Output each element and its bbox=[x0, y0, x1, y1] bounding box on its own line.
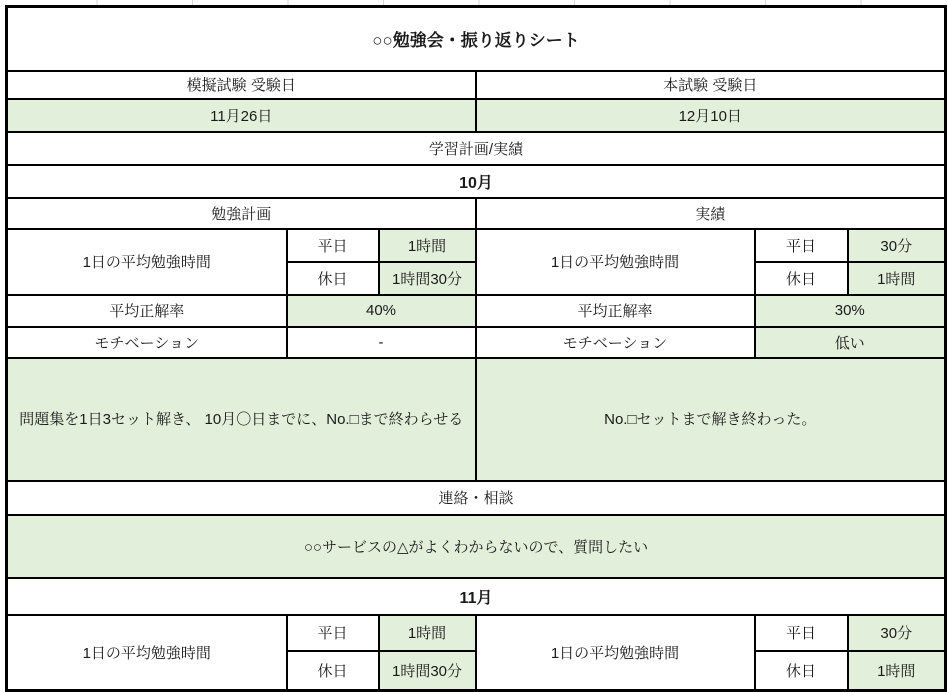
plan-actual-section-header-cell[interactable]: 学習計画/実績 bbox=[7, 132, 946, 165]
october-plan-column-header-cell[interactable]: 勉強計画 bbox=[7, 198, 476, 229]
october-plan-weekday-time-cell[interactable]: 1時間 bbox=[379, 229, 476, 262]
october-plan-accuracy-label-cell[interactable]: 平均正解率 bbox=[7, 295, 287, 327]
october-actual-holiday-label-cell[interactable]: 休日 bbox=[755, 262, 848, 295]
real-exam-date-label-cell[interactable]: 本試験 受験日 bbox=[476, 71, 946, 99]
october-plan-motivation-value-cell[interactable]: - bbox=[287, 327, 476, 358]
november-plan-weekday-label-cell[interactable]: 平日 bbox=[287, 615, 379, 651]
october-month-header-cell[interactable]: 10月 bbox=[7, 165, 946, 198]
real-exam-date-cell[interactable]: 12月10日 bbox=[476, 99, 946, 132]
october-actual-weekday-label-cell[interactable]: 平日 bbox=[755, 229, 848, 262]
october-plan-holiday-time-cell[interactable]: 1時間30分 bbox=[379, 262, 476, 295]
contact-note-cell[interactable]: ○○サービスの△がよくわからないので、質問したい bbox=[7, 515, 946, 578]
october-actual-note-cell[interactable]: No.□セットまで解き終わった。 bbox=[476, 358, 946, 481]
november-plan-weekday-time-cell[interactable]: 1時間 bbox=[379, 615, 476, 651]
october-actual-accuracy-label-cell[interactable]: 平均正解率 bbox=[476, 295, 755, 327]
november-plan-holiday-label-cell[interactable]: 休日 bbox=[287, 651, 379, 691]
november-actual-weekday-label-cell[interactable]: 平日 bbox=[755, 615, 848, 651]
november-plan-avg-study-time-label-cell[interactable]: 1日の平均勉強時間 bbox=[7, 615, 287, 691]
november-plan-holiday-time-cell[interactable]: 1時間30分 bbox=[379, 651, 476, 691]
november-month-header-cell[interactable]: 11月 bbox=[7, 578, 946, 615]
october-actual-avg-study-time-label-cell[interactable]: 1日の平均勉強時間 bbox=[476, 229, 755, 295]
november-actual-avg-study-time-label-cell[interactable]: 1日の平均勉強時間 bbox=[476, 615, 755, 691]
october-actual-weekday-time-cell[interactable]: 30分 bbox=[848, 229, 946, 262]
october-plan-motivation-label-cell[interactable]: モチベーション bbox=[7, 327, 287, 358]
october-actual-motivation-label-cell[interactable]: モチベーション bbox=[476, 327, 755, 358]
october-plan-holiday-label-cell[interactable]: 休日 bbox=[287, 262, 379, 295]
october-plan-accuracy-value-cell[interactable]: 40% bbox=[287, 295, 476, 327]
november-actual-holiday-label-cell[interactable]: 休日 bbox=[755, 651, 848, 691]
october-plan-avg-study-time-label-cell[interactable]: 1日の平均勉強時間 bbox=[7, 229, 287, 295]
october-actual-motivation-value-cell[interactable]: 低い bbox=[755, 327, 946, 358]
mock-exam-date-cell[interactable]: 11月26日 bbox=[7, 99, 476, 132]
october-plan-weekday-label-cell[interactable]: 平日 bbox=[287, 229, 379, 262]
november-actual-holiday-time-cell[interactable]: 1時間 bbox=[848, 651, 946, 691]
november-actual-weekday-time-cell[interactable]: 30分 bbox=[848, 615, 946, 651]
october-actual-accuracy-value-cell[interactable]: 30% bbox=[755, 295, 946, 327]
october-actual-holiday-time-cell[interactable]: 1時間 bbox=[848, 262, 946, 295]
contact-section-header-cell[interactable]: 連絡・相談 bbox=[7, 481, 946, 515]
mock-exam-date-label-cell[interactable]: 模擬試験 受験日 bbox=[7, 71, 476, 99]
sheet-title-cell[interactable]: ○○勉強会・振り返りシート bbox=[7, 7, 946, 71]
october-plan-note-cell[interactable]: 問題集を1日3セット解き、 10月〇日までに、No.□まで終わらせる bbox=[7, 358, 476, 481]
review-sheet-table bbox=[5, 5, 947, 692]
october-actual-column-header-cell[interactable]: 実績 bbox=[476, 198, 946, 229]
